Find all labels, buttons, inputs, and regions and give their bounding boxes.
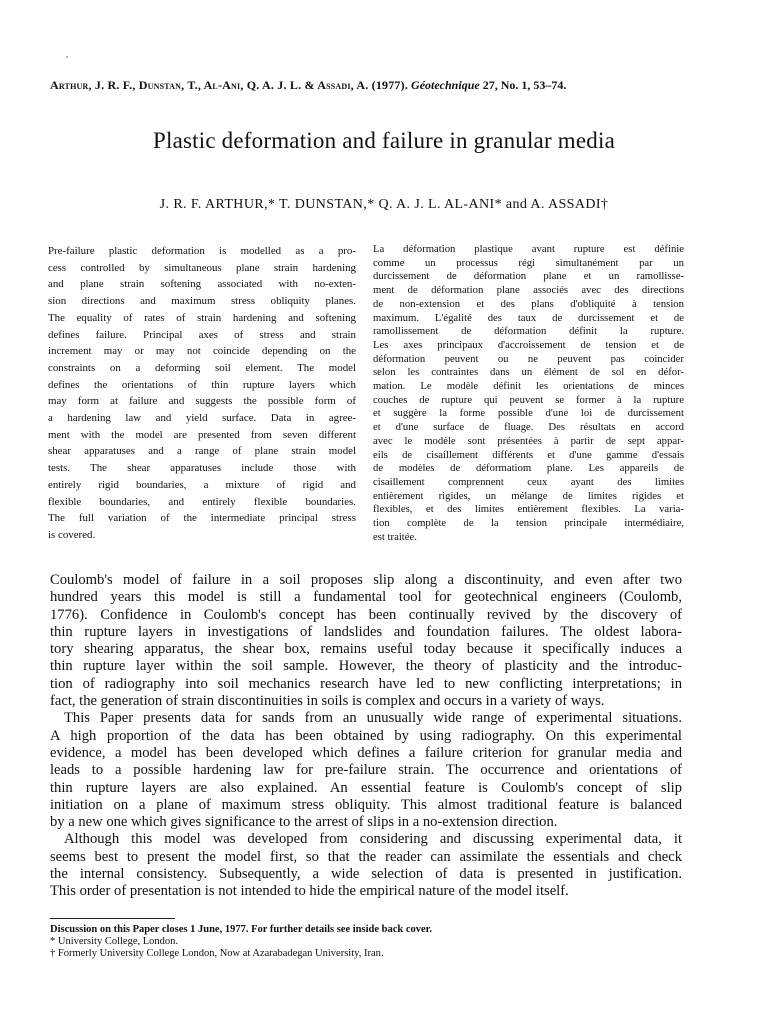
abstract-en-line: a hardening law and yield surface. Data in agree- — [48, 412, 356, 425]
body-line: hundred years this model is still a fundamental tool for geotechnical engineers (Coulomb, — [50, 589, 682, 606]
citation-volume: 27, — [482, 78, 498, 92]
body-line: the internal consistency. Subsequently, a wide selection of data is presented in justification. — [50, 866, 682, 883]
body-line: 1776). Confidence in Coulomb's concept has been continually revived by the discovery of — [50, 606, 682, 623]
body-line: Although this model was developed from considering and discussing experimental data, it — [64, 831, 682, 848]
abstract-fr-line: cisaillement comprennent ceux ayant des limites — [373, 475, 684, 488]
abstract-en-line: may form at failure and suggests the possible form of — [48, 395, 356, 408]
paper-title: Plastic deformation and failure in granular media — [153, 128, 615, 153]
abstract-en-line: is covered. — [48, 528, 96, 541]
main-body-text — [50, 572, 682, 901]
abstract-fr-line: ment de déformation plane associés avec des directions — [373, 284, 684, 297]
abstract-en-line: increment may or may not coincide depending on the — [48, 345, 356, 358]
abstract-en-line: defines failure. Principal axes of stress and strain — [48, 328, 356, 341]
abstract-en-line: defines the orientations of thin rupture layers which — [48, 378, 356, 391]
abstract-fr-line: entièrement rigides, un mélange de limites rigides et — [373, 489, 684, 502]
abstract-fr-line: maximum. L'égalité des taux de durcissement et de — [373, 311, 684, 324]
abstract-en-line: flexible boundaries, and entirely flexible boundaries. — [48, 495, 356, 508]
citation-issue-pages: No. 1, 53–74. — [500, 78, 567, 92]
abstract-fr-line: et d'une surface de fluage. Des résultats en accord — [373, 421, 684, 434]
abstract-fr-line: durcissement de déformation plane et un ramollisse- — [373, 270, 684, 283]
body-line: by a new one which gives significance to the arrest of slips in a no-extension direction. — [50, 814, 558, 831]
footnotes — [50, 924, 690, 961]
abstract-fr-line: selon les contraintes dans un élément de sol en défor- — [373, 366, 684, 379]
body-line: seems best to present the model first, so that the reader can assimilate the essentials and check — [50, 848, 682, 865]
body-line: evidence, a model has been developed which defines a failure criterion for granular media and — [50, 744, 682, 761]
body-line: Coulomb's model of failure in a soil proposes slip along a discontinuity, and even after two — [50, 572, 682, 588]
abstract-en-line: shear apparatuses and a range of plane strain model — [48, 445, 356, 458]
abstract-english — [48, 243, 356, 544]
body-line: fact, the generation of strain discontinuities in soils is complex and occurs in a variety of ways. — [50, 693, 605, 710]
abstract-en-line: ment with the model are presented from seven different — [48, 428, 356, 441]
discussion-note: Discussion on this Paper closes 1 June, 1977. For further details see inside back cover. — [50, 924, 432, 935]
affiliation-dagger-note: † Formerly University College London, Now at Azarabadegan University, Iran. — [50, 948, 384, 960]
abstract-french — [373, 243, 684, 544]
abstract-fr-line: comme un processus régi simultanément par un — [373, 256, 684, 269]
body-line: tory shearing apparatus, the shear box, remains useful today because it specifically induces a — [50, 641, 682, 658]
body-line: tion of radiography into soil mechanics research have led to new conflicting interpretations; in — [50, 675, 682, 692]
abstract-fr-line: est traitée. — [373, 530, 417, 543]
abstract-fr-line: Les axes principaux d'accroissement de tension et de — [373, 338, 684, 351]
abstract-en-line: Pre-failure plastic deformation is modelled as a pro- — [48, 245, 356, 257]
abstract-fr-line: La déformation plastique avant rupture est définie — [373, 243, 684, 255]
body-line: thin rupture layers in investigations of landslides and foundation failures. The oldest labora- — [50, 623, 682, 640]
scan-speck — [66, 56, 68, 58]
citation-journal: Géotechnique — [411, 78, 480, 92]
abstract-en-line: entirely rigid boundaries, a mixture of rigid and — [48, 478, 356, 491]
abstract-en-line: sion directions and maximum stress obliquity planes. — [48, 295, 356, 308]
citation-authors: Arthur, J. R. F., Dunstan, T., Al-Ani, Q. A. J. L. & Assadi, A. (1977). — [50, 78, 409, 92]
abstract-fr-line: couches de rupture qui peuvent se former à la rupture — [373, 393, 684, 406]
body-line: thin rupture layers are also explained. An essential feature is Coulomb's concept of slip — [50, 779, 682, 796]
author-byline: J. R. F. ARTHUR,* T. DUNSTAN,* Q. A. J. L. AL-ANI* and A. ASSADI† — [159, 197, 609, 212]
body-line: initiation on a plane of maximum stress obliquity. This almost traditional feature is balanced — [50, 796, 682, 813]
abstract-fr-line: avec le modèle sont présentées à partir de sept appar- — [373, 434, 684, 447]
abstract-fr-line: de non-extension et des plans d'obliquité à tension — [373, 297, 684, 310]
abstract-en-line: The equality of rates of strain hardening and softening — [48, 311, 356, 324]
abstract-fr-line: eils de cisaillement différents et d'une gamme d'essais — [373, 448, 684, 461]
abstract-fr-line: de modèles de déformatiom plane. Les appareils de — [373, 462, 684, 475]
abstract-en-line: cess controlled by simultaneous plane strain hardening — [48, 261, 356, 274]
abstract-en-line: The full variation of the intermediate principal stress — [48, 512, 356, 525]
body-line: This order of presentation is not intended to hide the empirical nature of the model itself. — [50, 883, 569, 900]
body-line: A high proportion of the data has been obtained by using radiography. On this experimental — [50, 727, 682, 744]
abstract-en-line: tests. The shear apparatuses include those with — [48, 462, 356, 475]
body-line: This Paper presents data for sands from an unusually wide range of experimental situations. — [64, 710, 682, 727]
abstract-fr-line: flexibles, et des limites entièrement flexibles. La varia- — [373, 503, 684, 516]
abstract-fr-line: tion complète de la tension principale intermédiaire, — [373, 517, 684, 530]
footnote-divider — [50, 918, 175, 919]
body-line: thin rupture layer within the soil sample. However, the theory of plasticity and the introduc- — [50, 658, 682, 675]
abstract-fr-line: et suggère la forme possible d'une loi de durcissement — [373, 407, 684, 420]
affiliation-star-note: * University College, London. — [50, 936, 179, 948]
body-line: leads to a possible hardening law for pre-failure strain. The occurrence and orientations of — [50, 762, 682, 779]
abstract-en-line: constraints on a deforming soil element. The model — [48, 361, 356, 374]
abstract-fr-line: mation. Le modèle définit les orientations de minces — [373, 380, 684, 393]
abstract-fr-line: ramollissement de déformation définit la rupture. — [373, 325, 684, 338]
abstract-fr-line: déformation peuvent ou ne peuvent pas coincider — [373, 352, 684, 365]
citation-header — [50, 78, 720, 93]
abstract-en-line: and plane strain softening associated with no-exten- — [48, 278, 356, 291]
